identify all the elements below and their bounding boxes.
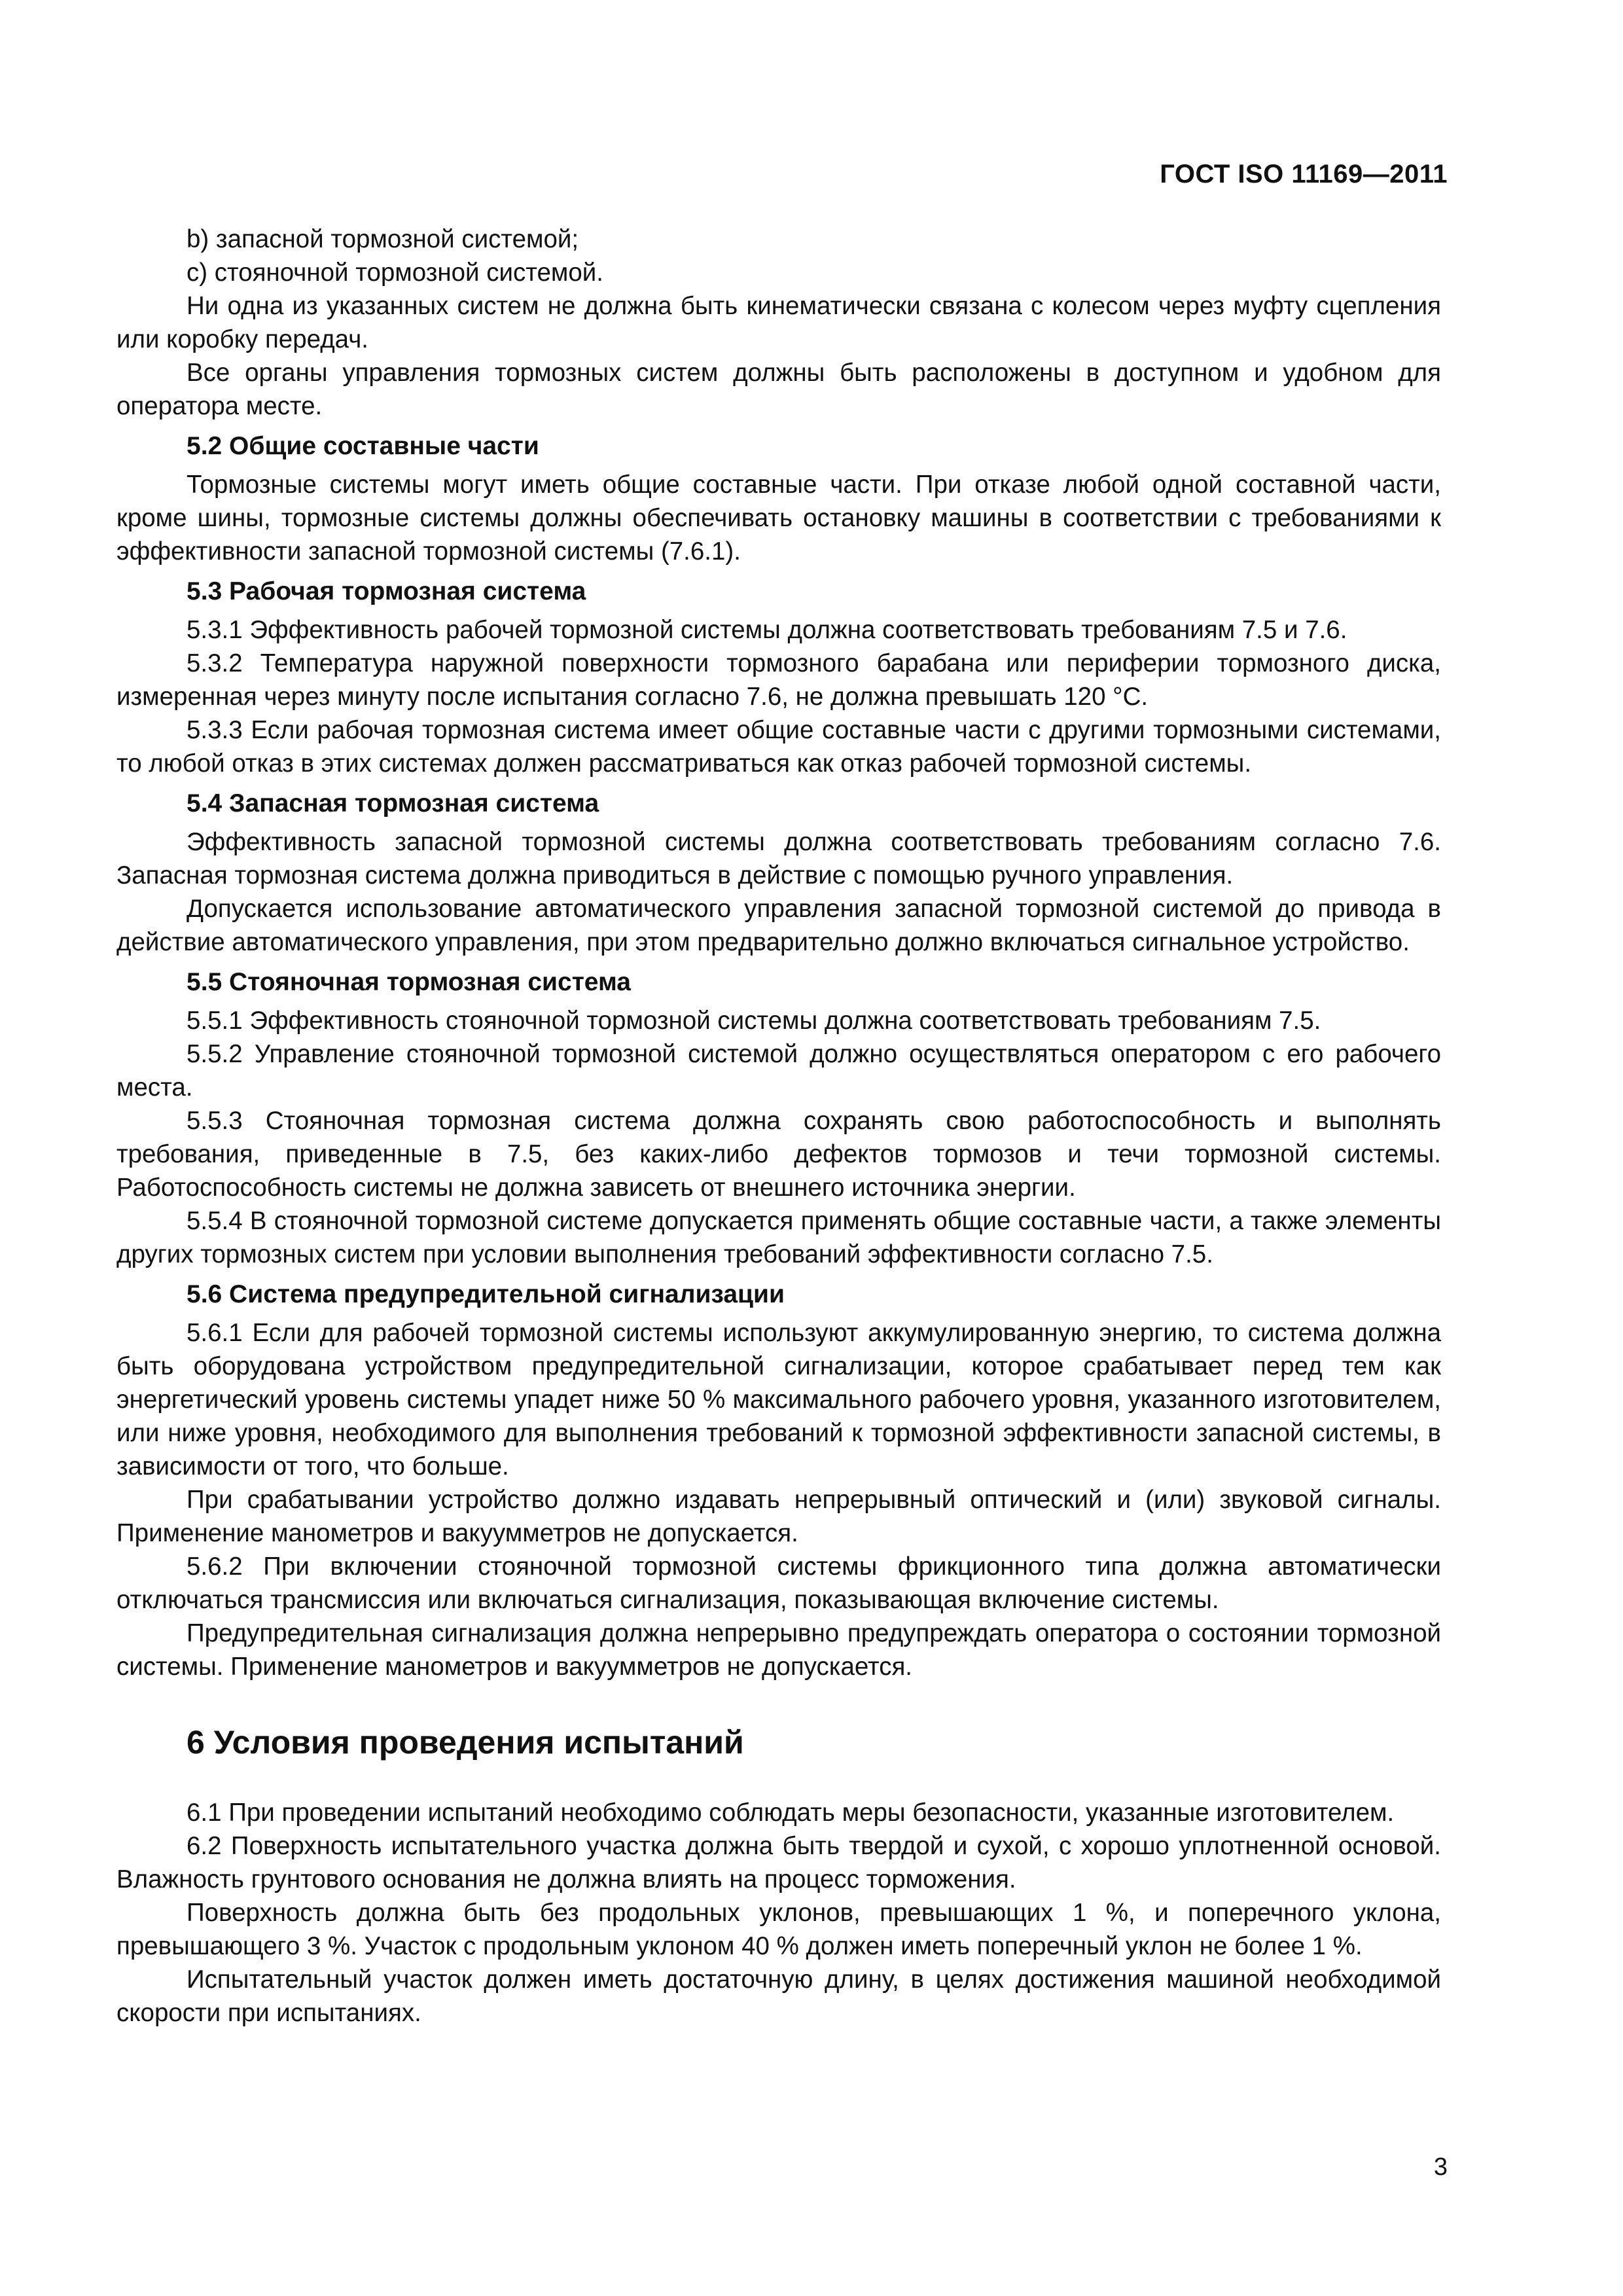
paragraph: Все органы управления тормозных систем должны быть расположены в доступном и удобном для оператора месте. — [116, 359, 1441, 420]
section-heading-5-3: 5.3 Рабочая тормозная система — [187, 577, 586, 605]
paragraph: Предупредительная сигнализация должна непрерывно предупреждать оператора о состоянии тормозной системы. Применение манометров и вакуумметров не допускается. — [116, 1619, 1441, 1681]
document-body — [116, 223, 1441, 2030]
paragraph-5-3-1: 5.3.1 Эффективность рабочей тормозной системы должна соответствовать требованиям 7.5 и 7.6. — [187, 616, 1347, 644]
paragraph: Испытательный участок должен иметь достаточную длину, в целях достижения машиной необходимой скорости при испытаниях. — [116, 1965, 1441, 2027]
section-heading-5-5: 5.5 Стояночная тормозная система — [187, 968, 631, 996]
paragraph-6-1: 6.1 При проведении испытаний необходимо соблюдать меры безопасности, указанные изготовителем. — [187, 1799, 1395, 1827]
paragraph-5-5-4: 5.5.4 В стояночной тормозной системе допускается применять общие составные части, а также элементы других тормозных систем при условии выполнения требований эффективности согласно 7.5. — [116, 1207, 1441, 1268]
paragraph-5-5-3: 5.5.3 Стояночная тормозная система должна сохранять свою работоспособность и выполнять требования, приведенные в 7.5, без каких-либо дефектов тормозов и течи тормозной системы. Работоспособность системы не должна зависеть от внешнего источника энергии. — [116, 1107, 1441, 1202]
paragraph: Допускается использование автоматического управления запасной тормозной системой до привода в действие автоматического управления, при этом предварительно должно включаться сигнальное устройство. — [116, 895, 1441, 956]
document-header: ГОСТ ISO 11169—2011 — [1160, 160, 1448, 188]
list-item-c: c) стояночной тормозной системой. — [187, 259, 603, 287]
section-heading-5-4: 5.4 Запасная тормозная система — [187, 789, 599, 817]
paragraph: Тормозные системы могут иметь общие составные части. При отказе любой одной составной части, кроме шины, тормозные системы должны обеспечивать остановку машины в соответствии с требованиями к эффективности запасной тормозной системы (7.6.1). — [116, 471, 1441, 565]
list-item-b: b) запасной тормозной системой; — [187, 225, 579, 253]
paragraph: Эффективность запасной тормозной системы должна соответствовать требованиям согласно 7.6. Запасная тормозная система должна приводиться в действие с помощью ручного управления. — [116, 828, 1441, 889]
paragraph-5-5-2: 5.5.2 Управление стояночной тормозной системой должно осуществляться оператором с его рабочего места. — [116, 1040, 1441, 1102]
page-number: 3 — [1433, 2153, 1448, 2181]
paragraph: Ни одна из указанных систем не должна быть кинематически связана с колесом через муфту сцепления или коробку передач. — [116, 292, 1441, 353]
paragraph-5-6-2: 5.6.2 При включении стояночной тормозной системы фрикционного типа должна автоматически отключаться трансмиссия или включаться сигнализация, показывающая включение системы. — [116, 1552, 1441, 1614]
paragraph-5-3-3: 5.3.3 Если рабочая тормозная система имеет общие составные части с другими тормозными системами, то любой отказ в этих системах должен рассматриваться как отказ рабочей тормозной системы. — [116, 716, 1441, 778]
section-heading-5-2: 5.2 Общие составные части — [187, 432, 539, 460]
paragraph-5-6-1: 5.6.1 Если для рабочей тормозной системы используют аккумулированную энергию, то система должна быть оборудована устройством предупредительной сигнализации, которое срабатывает перед тем как энергетический уровень системы упадет ниже 50 % максимального рабочего уровня, указанного изготовителем, или ниже уровня, необходимого для выполнения требований к тормозной эффективности запасной системы, в зависимости от того, что больше. — [116, 1319, 1441, 1480]
paragraph-6-2: 6.2 Поверхность испытательного участка должна быть твердой и сухой, с хорошо уплотненной основой. Влажность грунтового основания не должна влиять на процесс торможения. — [116, 1832, 1441, 1893]
section-heading-6: 6 Условия проведения испытаний — [187, 1724, 744, 1761]
paragraph: При срабатывании устройство должно издавать непрерывный оптический и (или) звуковой сигналы. Применение манометров и вакуумметров не допускается. — [116, 1486, 1441, 1547]
paragraph-5-5-1: 5.5.1 Эффективность стояночной тормозной системы должна соответствовать требованиям 7.5. — [187, 1007, 1321, 1035]
paragraph-5-3-2: 5.3.2 Температура наружной поверхности тормозного барабана или периферии тормозного диска, измеренная через минуту после испытания согласно 7.6, не должна превышать 120 °С. — [116, 649, 1441, 711]
paragraph: Поверхность должна быть без продольных уклонов, превышающих 1 %, и поперечного уклона, превышающего 3 %. Участок с продольным уклоном 40 % должен иметь поперечный уклон не более 1 %. — [116, 1899, 1441, 1960]
section-heading-5-6: 5.6 Система предупредительной сигнализации — [187, 1280, 785, 1308]
